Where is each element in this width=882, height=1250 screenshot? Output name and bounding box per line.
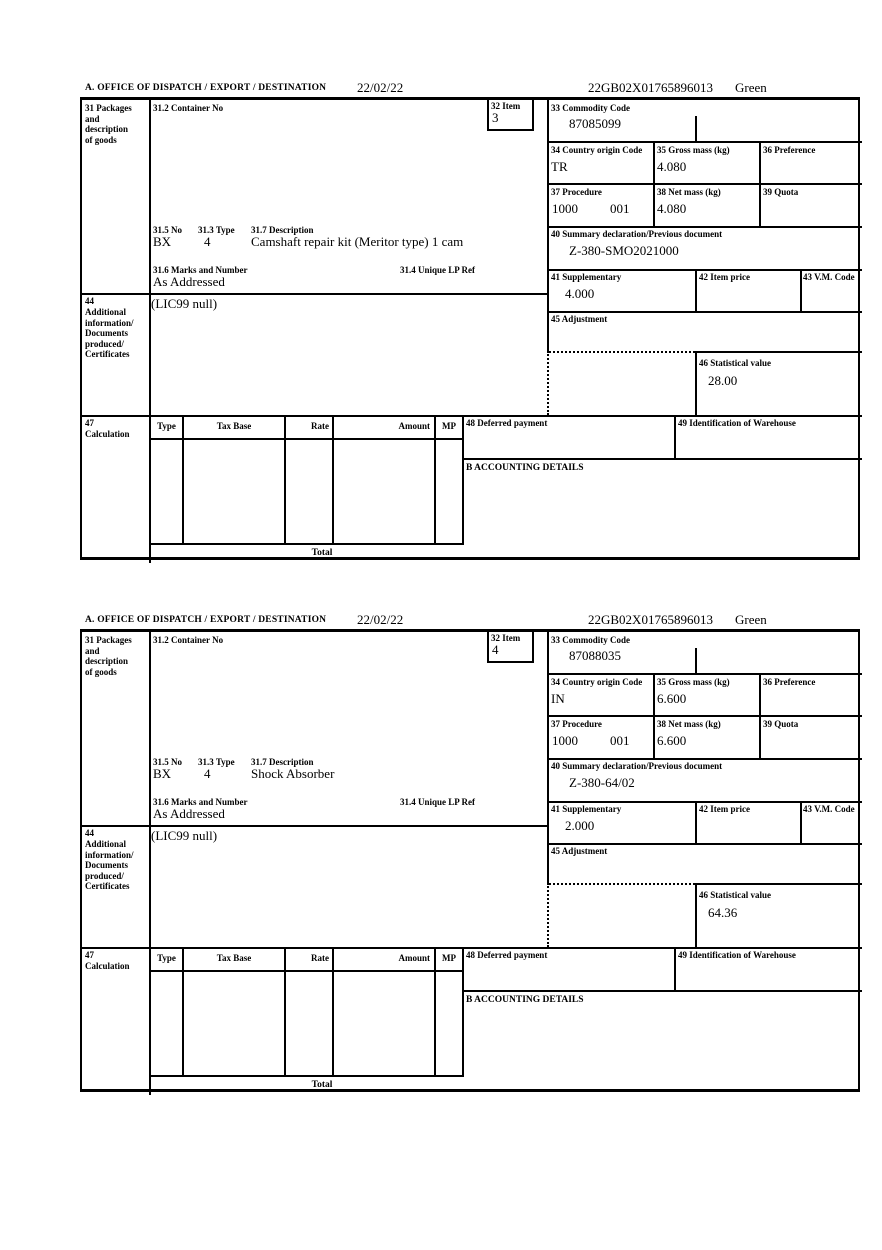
description-value: Camshaft repair kit (Meritor type) 1 cam [251,234,464,249]
adjustment-label: 45 Adjustment [551,314,608,324]
grid-line [547,183,862,185]
table-header-line [149,438,464,440]
calculation-label: Calculation [85,961,130,971]
customs-item-form [80,80,860,560]
accounting-top-line [462,990,862,992]
item-price-label: 42 Item price [699,272,750,282]
net-mass-value: 4.080 [657,201,687,216]
grid-line [547,801,862,803]
additional-info-value: (LIC99 null) [151,296,218,311]
item-label: 32 Item [491,101,521,111]
declaration-reference: 22GB02X01765896013 [588,612,713,627]
form-grid [80,629,860,1092]
calculation-number: 47 [85,418,94,428]
unique-lp-ref-label: 31.4 Unique LP Ref [400,265,476,275]
procedure-value: 1000 [552,733,578,748]
item-price-label: 42 Item price [699,804,750,814]
column-rate-label: Rate [311,953,329,963]
net-mass-label: 38 Net mass (kg) [657,719,721,729]
form-header [80,612,860,629]
item-label: 32 Item [491,633,521,643]
country-origin-value: IN [551,691,565,706]
grid-line [695,269,697,311]
column-mp-label: MP [442,421,456,431]
deferred-payment-label: 48 Deferred payment [466,950,548,960]
net-mass-label: 38 Net mass (kg) [657,187,721,197]
quota-label: 39 Quota [763,719,799,729]
statistical-box-left [695,351,697,415]
commodity-code-tick [695,648,697,673]
grid-line [695,801,697,843]
package-type-value: 4 [204,766,211,781]
grid-line [759,673,761,758]
column-rate-label: Rate [311,421,329,431]
item-number-box [487,100,534,131]
row-divider-47 [82,947,862,949]
marks-number-value: As Addressed [153,274,225,289]
description-value: Shock Absorber [251,766,335,781]
item-number-value: 3 [492,110,499,125]
accounting-details-label: B ACCOUNTING DETAILS [466,995,584,1005]
additional-info-label: Additional information/ Documents produced/ Certificates [85,307,134,359]
package-no-value: BX [153,766,172,781]
statistical-value-label: 46 Statistical value [699,890,771,900]
table-column-line [182,947,184,1075]
additional-info-value: (LIC99 null) [151,828,218,843]
quota-label: 39 Quota [763,187,799,197]
gross-mass-label: 35 Gross mass (kg) [657,145,730,155]
package-no-value: BX [153,234,172,249]
package-type-value: 4 [204,234,211,249]
summary-declaration-value: Z-380-64/02 [569,775,635,790]
statistical-box-top [695,351,862,353]
gross-mass-label: 35 Gross mass (kg) [657,677,730,687]
packages-description-label: 31 Packages and description of goods [85,103,132,145]
calculation-number: 47 [85,950,94,960]
customs-item-form [80,612,860,1092]
country-origin-label: 34 Country origin Code [551,145,643,155]
procedure-value-2: 001 [610,733,630,748]
grid-line [547,141,862,143]
commodity-code-label: 33 Commodity Code [551,103,630,113]
vm-code-label: 43 V.M. Code [803,804,855,814]
office-of-dispatch-label: A. OFFICE OF DISPATCH / EXPORT / DESTINATION [85,83,327,93]
preference-label: 36 Preference [763,677,816,687]
table-column-line [434,415,436,543]
table-column-line [182,415,184,543]
grid-line [800,801,802,843]
grid-line [653,141,655,226]
column-amount-label: Amount [398,421,430,431]
grid-line [653,673,655,758]
table-bottom-line [149,543,464,545]
procedure-value: 1000 [552,201,578,216]
dispatch-date: 22/02/22 [357,80,404,95]
package-no-label: 31.5 No [153,757,182,767]
row-divider-44 [82,293,547,295]
declaration-reference: 22GB02X01765896013 [588,80,713,95]
dotted-vertical-divider [547,883,549,947]
marks-number-label: 31.6 Marks and Number [153,797,248,807]
additional-info-label: Additional information/ Documents produced/ Certificates [85,839,134,891]
package-type-label: 31.3 Type [198,757,235,767]
table-column-line [434,947,436,1075]
dispatch-date: 22/02/22 [357,612,404,627]
grid-line [547,758,862,760]
additional-info-number: 44 [85,296,94,306]
grid-line [547,843,862,845]
deferred-warehouse-divider [674,415,676,458]
row-divider-44 [82,825,547,827]
table-column-line [284,947,286,1075]
deferred-warehouse-divider [674,947,676,990]
column-tax-base-label: Tax Base [216,953,252,963]
statistical-value: 64.36 [708,905,738,920]
office-of-dispatch-label: A. OFFICE OF DISPATCH / EXPORT / DESTINATION [85,615,327,625]
summary-declaration-label: 40 Summary declaration/Previous document [551,761,723,771]
preference-label: 36 Preference [763,145,816,155]
dotted-vertical-divider [547,351,549,415]
description-label: 31.7 Description [251,757,314,767]
package-type-label: 31.3 Type [198,225,235,235]
country-origin-label: 34 Country origin Code [551,677,643,687]
statistical-value-label: 46 Statistical value [699,358,771,368]
statistical-value: 28.00 [708,373,738,388]
commodity-code-value: 87085099 [569,116,621,131]
adjustment-label: 45 Adjustment [551,846,608,856]
column-mp-label: MP [442,953,456,963]
grid-line [759,141,761,226]
procedure-label: 37 Procedure [551,719,602,729]
column-type-label: Type [157,421,176,431]
commodity-code-value: 87088035 [569,648,621,663]
calculation-label: Calculation [85,429,130,439]
routing-status: Green [735,80,767,95]
table-column-line [332,415,334,543]
grid-line [547,269,862,271]
column-type-label: Type [157,953,176,963]
grid-line [800,269,802,311]
net-mass-value: 6.600 [657,733,687,748]
grid-line [547,673,862,675]
container-no-label: 31.2 Container No [153,635,224,645]
column-amount-label: Amount [398,953,430,963]
vm-code-label: 43 V.M. Code [803,272,855,282]
form-header [80,80,860,97]
package-no-label: 31.5 No [153,225,182,235]
statistical-box-top [695,883,862,885]
dotted-horizontal-divider [549,351,695,353]
additional-info-number: 44 [85,828,94,838]
procedure-value-2: 001 [610,201,630,216]
statistical-box-left [695,883,697,947]
item-number-box [487,632,534,663]
gross-mass-value: 6.600 [657,691,687,706]
table-column-line [332,947,334,1075]
table-header-line [149,970,464,972]
summary-declaration-label: 40 Summary declaration/Previous document [551,229,723,239]
table-bottom-line [149,1075,464,1077]
supplementary-label: 41 Supplementary [551,272,622,282]
description-label: 31.7 Description [251,225,314,235]
grid-line [547,311,862,313]
container-no-label: 31.2 Container No [153,103,224,113]
total-label: Total [311,1080,333,1090]
accounting-details-label: B ACCOUNTING DETAILS [466,463,584,473]
accounting-top-line [462,458,862,460]
country-origin-value: TR [551,159,568,174]
grid-line [547,715,862,717]
table-right-line [462,947,464,1075]
marks-number-label: 31.6 Marks and Number [153,265,248,275]
routing-status: Green [735,612,767,627]
commodity-code-label: 33 Commodity Code [551,635,630,645]
packages-description-label: 31 Packages and description of goods [85,635,132,677]
row-divider-47 [82,415,862,417]
item-number-value: 4 [492,642,499,657]
supplementary-value: 4.000 [565,286,595,301]
left-column-divider [149,632,151,1095]
total-label: Total [311,548,333,558]
form-grid [80,97,860,560]
deferred-payment-label: 48 Deferred payment [466,418,548,428]
procedure-label: 37 Procedure [551,187,602,197]
table-column-line [284,415,286,543]
supplementary-label: 41 Supplementary [551,804,622,814]
warehouse-id-label: 49 Identification of Warehouse [678,950,796,960]
table-right-line [462,415,464,543]
summary-declaration-value: Z-380-SMO2021000 [569,243,679,258]
left-column-divider [149,100,151,563]
warehouse-id-label: 49 Identification of Warehouse [678,418,796,428]
unique-lp-ref-label: 31.4 Unique LP Ref [400,797,476,807]
column-tax-base-label: Tax Base [216,421,252,431]
dotted-horizontal-divider [549,883,695,885]
gross-mass-value: 4.080 [657,159,687,174]
marks-number-value: As Addressed [153,806,225,821]
supplementary-value: 2.000 [565,818,595,833]
grid-line [547,226,862,228]
commodity-code-tick [695,116,697,141]
